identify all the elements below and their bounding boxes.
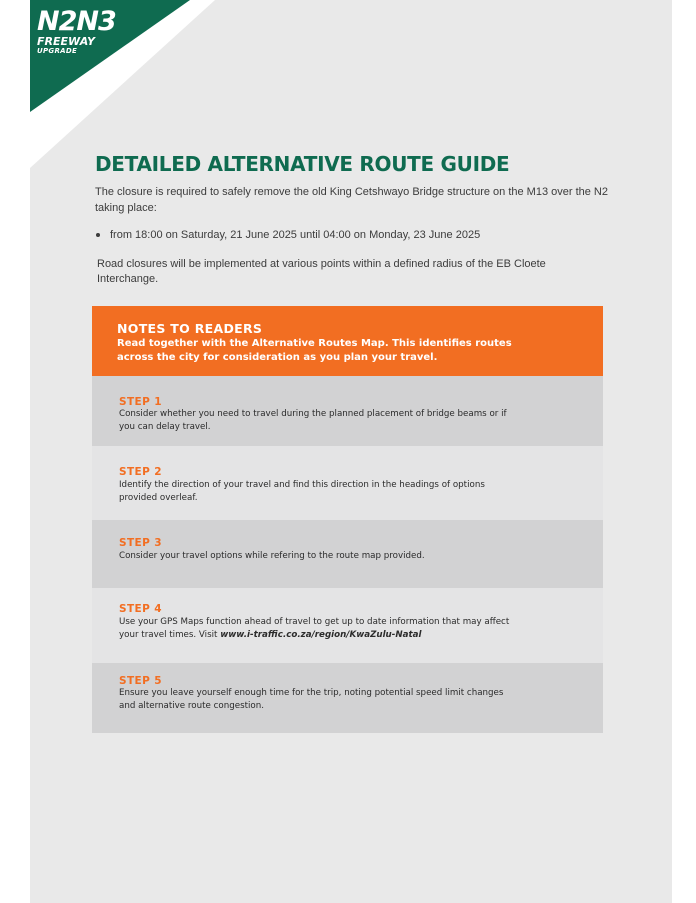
step-text (119, 616, 519, 642)
logo-freeway-text: FREEWAY (37, 35, 95, 48)
closure-date-bullet: from 18:00 on Saturday, 21 June 2025 until 04:00 on Monday, 23 June 2025 (110, 228, 630, 242)
step-3-panel (92, 520, 603, 588)
step-2-panel (92, 446, 603, 520)
closures-paragraph: Road closures will be implemented at various points within a defined radius of the EB Cloete Interchange. (97, 258, 546, 285)
logo-upgrade-text: UPGRADE (37, 47, 78, 55)
step-4-text: Use your GPS Maps function ahead of travel to get up to date information that may affect your travel times. Visit (119, 617, 510, 640)
step-label: STEP 4 (119, 603, 162, 615)
document-page (30, 0, 672, 903)
step-label: STEP 1 (119, 396, 162, 408)
notes-title: NOTES TO READERS (117, 321, 263, 336)
step-label: STEP 2 (119, 466, 162, 478)
step-label: STEP 5 (119, 675, 162, 687)
step-text: Consider your travel options while refering to the route map provided. (119, 551, 425, 561)
step-5-panel (92, 663, 603, 733)
intro-paragraph: The closure is required to safely remove the old King Cetshwayo Bridge structure on the M13 over the N2 taking place: (95, 186, 608, 214)
n2n3-logo (37, 8, 116, 55)
step-text: Identify the direction of your travel and find this direction in the headings of options provided overleaf. (119, 480, 485, 503)
notes-body: Read together with the Alternative Routes Map. This identifies routes across the city for consideration as you plan your travel. (117, 338, 512, 363)
step-4-panel (92, 588, 603, 663)
step-label: STEP 3 (119, 537, 162, 549)
page-title: DETAILED ALTERNATIVE ROUTE GUIDE (95, 152, 510, 176)
step-text: Ensure you leave yourself enough time for the trip, noting potential speed limit changes and alternative route congestion. (119, 688, 504, 711)
traffic-website-link[interactable]: www.i-traffic.co.za/region/KwaZulu-Natal (220, 630, 422, 640)
step-text: Consider whether you need to travel during the planned placement of bridge beams or if you can delay travel. (119, 409, 507, 432)
notes-to-readers-banner (92, 306, 603, 376)
step-1-panel (92, 376, 603, 446)
logo-main-text: N2N3 (37, 6, 116, 37)
